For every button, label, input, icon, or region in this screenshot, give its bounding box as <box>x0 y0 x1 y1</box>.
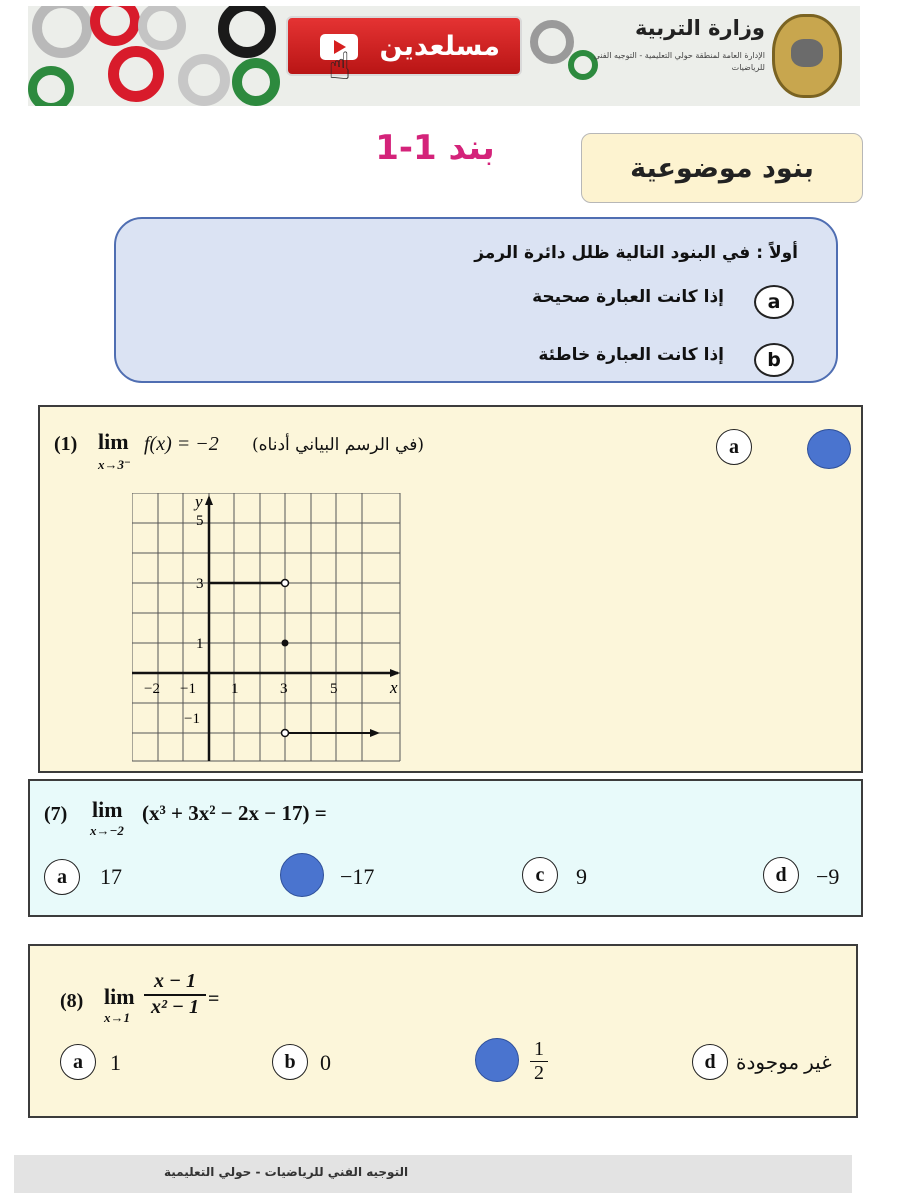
y-tick-label: 3 <box>196 576 204 592</box>
instructions-heading: أولاً : في البنود التالية ظلل دائرة الرمز <box>474 243 798 263</box>
question-number: (8) <box>60 990 84 1012</box>
lim-operator: lim <box>98 429 129 454</box>
option-b-value: 0 <box>320 1050 331 1075</box>
function-graph <box>132 493 404 765</box>
option-c-numerator: 1 <box>530 1038 548 1062</box>
youtube-channel-button[interactable] <box>286 16 522 76</box>
x-tick-label: 1 <box>231 681 239 697</box>
gear-icon <box>138 6 186 50</box>
gear-icon <box>108 46 164 102</box>
option-a-value: 1 <box>110 1050 121 1075</box>
x-tick-label: −2 <box>144 681 160 697</box>
section-title-box <box>581 133 863 203</box>
option-a-value: 17 <box>100 864 122 889</box>
gear-icon <box>32 6 92 58</box>
ray-arrow <box>370 729 380 737</box>
open-point-3-neg1 <box>282 730 289 737</box>
option-a-bubble[interactable] <box>716 429 752 465</box>
x-tick-label: 5 <box>330 681 338 697</box>
option-letter: b <box>767 349 781 371</box>
option-c-denominator: 2 <box>534 1062 544 1084</box>
section-title: بنود موضوعية <box>630 152 814 184</box>
question-8-panel <box>28 944 858 1118</box>
lim-subscript: x→3⁻ <box>98 457 131 472</box>
instructions-box <box>114 217 838 383</box>
header-banner <box>28 6 860 106</box>
option-letter: d <box>775 863 787 886</box>
option-a-bubble[interactable] <box>60 1044 96 1080</box>
option-c-bubble[interactable] <box>522 857 558 893</box>
option-letter: b <box>284 1050 296 1073</box>
x-tick-label: −1 <box>180 681 196 697</box>
emblem-logo <box>772 14 842 98</box>
option-letter: a <box>767 291 781 313</box>
closed-point-3-1 <box>282 640 289 647</box>
open-point-3-3 <box>282 580 289 587</box>
option-d-bubble[interactable] <box>692 1044 728 1080</box>
option-b-legend-circle <box>754 343 794 377</box>
option-letter: a <box>729 435 739 458</box>
footer-text: التوجيه الفني للرياضيات - حولي التعليمية <box>164 1165 409 1179</box>
lim-subscript: x→−2 <box>90 823 124 838</box>
option-a-legend-text: إذا كانت العبارة صحيحة <box>532 287 724 307</box>
option-letter: a <box>73 1050 83 1073</box>
y-tick-label: −1 <box>184 711 200 727</box>
selected-answer-b-dot[interactable] <box>280 853 324 897</box>
x-axis-arrow <box>390 669 400 677</box>
y-tick-label: 1 <box>196 636 204 652</box>
question-number: (7) <box>44 803 68 825</box>
ministry-subtitle: الإدارة العامة لمنطقة حولي التعليمية - التوجيه الفني للرياضيات <box>593 51 765 72</box>
gear-icon <box>232 58 280 106</box>
limit-expression: f(x) = −2 <box>144 433 219 455</box>
option-c-value: 9 <box>576 864 587 889</box>
option-d-value: غير موجودة <box>736 1052 832 1074</box>
fraction-numerator: x − 1 <box>144 970 206 996</box>
fraction-denominator: x² − 1 <box>150 996 200 1018</box>
question-number: (1) <box>54 433 78 455</box>
lim-operator: lim <box>92 797 123 822</box>
question-1-panel <box>38 405 863 773</box>
selected-answer-b-dot[interactable] <box>807 429 851 469</box>
lim-subscript: x→1 <box>104 1010 130 1025</box>
graph-grid <box>132 493 400 761</box>
x-axis-label: x <box>390 678 398 697</box>
selected-answer-c-dot[interactable] <box>475 1038 519 1082</box>
y-tick-label: 5 <box>196 513 204 529</box>
gear-icon <box>28 66 74 106</box>
graph-note: (في الرسم البياني أدناه) <box>252 435 424 455</box>
fraction <box>144 970 206 1019</box>
option-b-legend-text: إذا كانت العبارة خاطئة <box>538 345 724 365</box>
question-7-panel <box>28 779 863 917</box>
ministry-title: وزارة التربية <box>634 16 765 40</box>
footer-bar <box>14 1155 852 1193</box>
option-b-bubble[interactable] <box>272 1044 308 1080</box>
equals-sign: = <box>208 988 220 1010</box>
gear-icon <box>90 6 140 46</box>
channel-name: مسلعدين <box>379 30 500 62</box>
option-a-bubble[interactable] <box>44 859 80 895</box>
option-d-value: −9 <box>816 864 840 889</box>
option-letter: a <box>57 865 67 888</box>
option-letter: c <box>535 863 545 886</box>
hand-cursor-icon: ☝ <box>328 44 352 88</box>
option-a-legend-circle <box>754 285 794 319</box>
y-axis-arrow <box>205 495 213 505</box>
x-tick-label: 3 <box>280 681 288 697</box>
y-axis-label: y <box>195 493 203 511</box>
gear-icon <box>178 54 230 106</box>
option-d-bubble[interactable] <box>763 857 799 893</box>
option-b-value: −17 <box>340 864 375 889</box>
gear-icon <box>218 6 276 58</box>
lim-operator: lim <box>104 984 135 1009</box>
option-c-fraction <box>530 1038 548 1085</box>
limit-expression: (x³ + 3x² − 2x − 17) = <box>142 801 327 825</box>
option-letter: d <box>704 1050 716 1073</box>
band-title: بند 1-1 <box>375 128 495 168</box>
